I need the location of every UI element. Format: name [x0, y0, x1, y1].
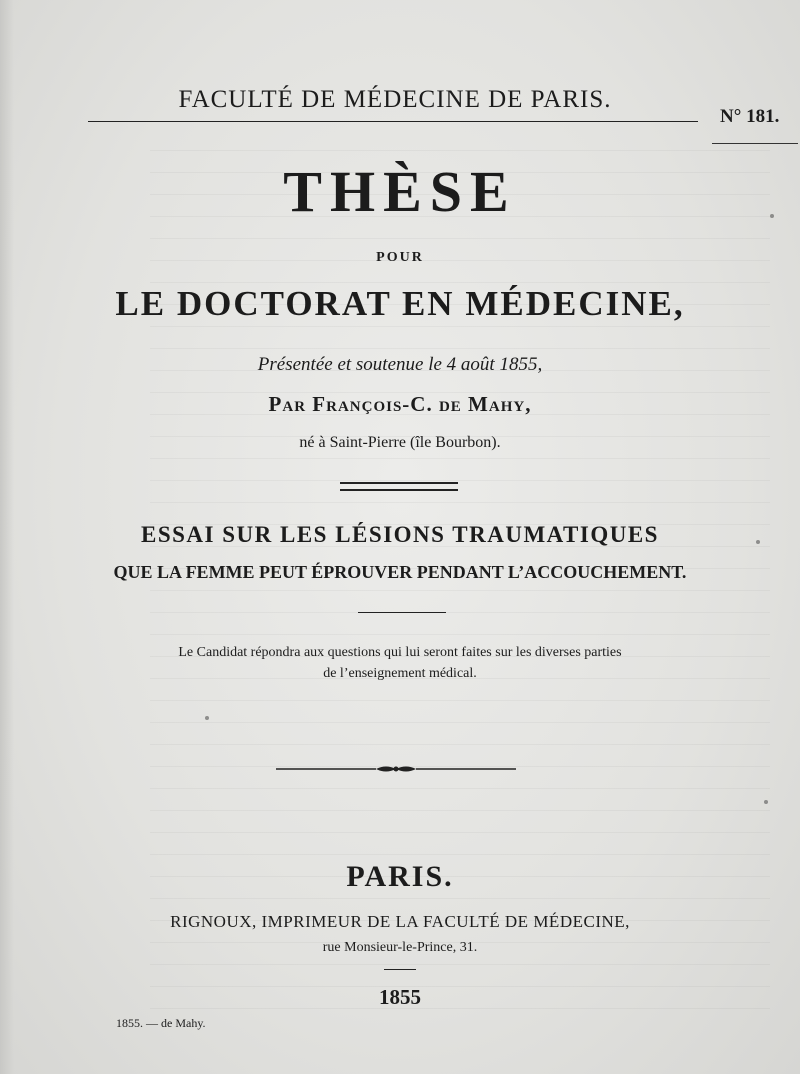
imprint-printer: RIGNOUX, IMPRIMEUR DE LA FACULTÉ DE MÉDECINE,: [170, 912, 630, 931]
birth-line: né à Saint-Pierre (île Bourbon).: [299, 434, 501, 451]
small-dash-divider: [384, 969, 416, 970]
presentation-date: Présentée et soutenue le 4 août 1855,: [257, 354, 543, 375]
candidate-note-line-1: Le Candidat répondra aux questions qui lui seront faites sur les diverses parties: [178, 645, 622, 660]
author-line: Par François-C. de Mahy,: [268, 392, 532, 416]
header-rule: [88, 121, 698, 122]
candidate-note-line-2: de l’enseignement médical.: [323, 666, 477, 681]
footer-signature: 1855. — de Mahy.: [116, 1016, 206, 1030]
pour-label: POUR: [376, 250, 424, 265]
degree-title: LE DOCTORAT EN MÉDECINE,: [115, 284, 685, 323]
ornamental-divider: [276, 762, 516, 776]
faculty-header: FACULTÉ DE MÉDECINE DE PARIS.: [178, 86, 612, 113]
imprint-city: PARIS.: [346, 860, 454, 893]
thesis-number: N° 181.: [720, 106, 780, 127]
subject-subtitle: QUE LA FEMME PEUT ÉPROUVER PENDANT L’ACCOUCHEMENT.: [113, 562, 687, 582]
double-rule-divider: [340, 482, 458, 491]
imprint-year: 1855: [379, 985, 421, 1009]
imprint-address: rue Monsieur-le-Prince, 31.: [322, 940, 478, 955]
short-rule-divider: [358, 612, 446, 613]
thesis-title: THÈSE: [283, 159, 517, 224]
subject-title: ESSAI SUR LES LÉSIONS TRAUMATIQUES: [141, 522, 659, 547]
header-rule-tail: [712, 143, 798, 144]
